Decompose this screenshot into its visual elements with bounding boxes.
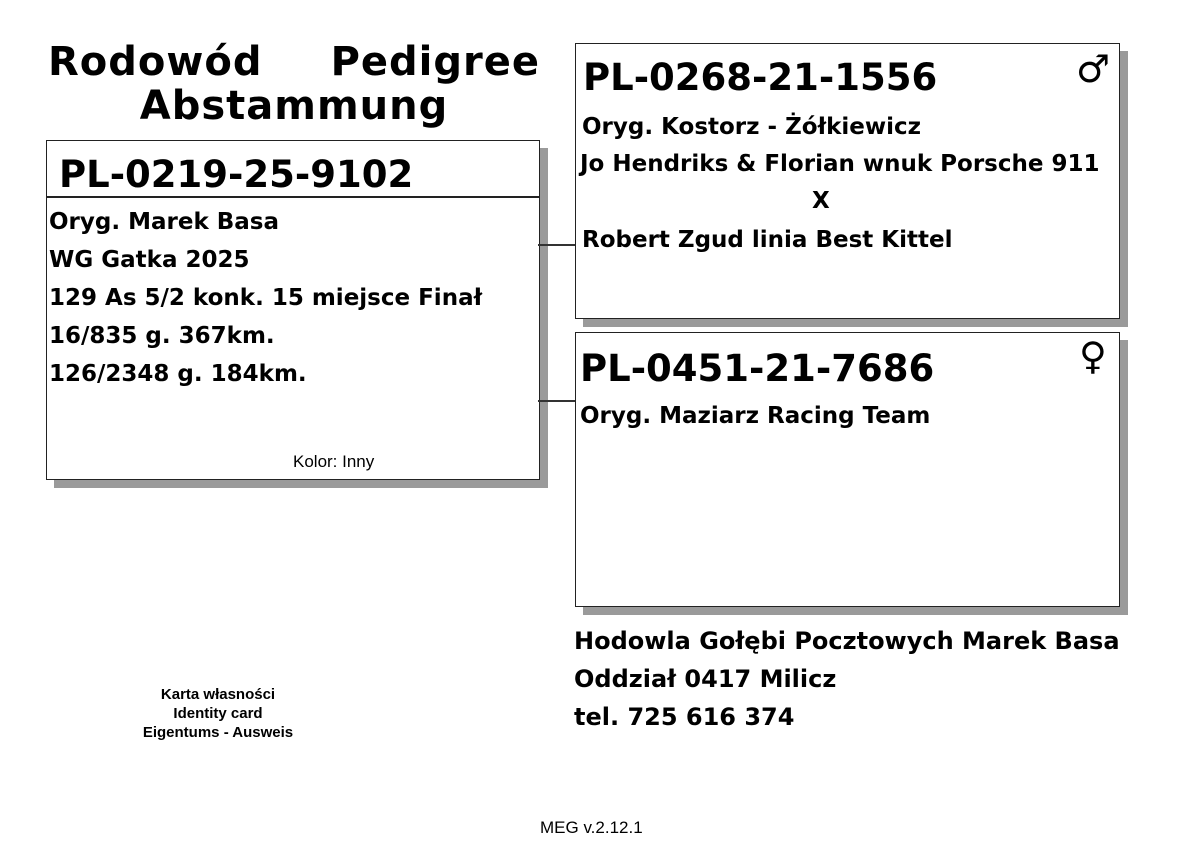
version-label: MEG v.2.12.1 <box>540 818 643 837</box>
sire-line: Robert Zgud linia Best Kittel <box>582 227 953 253</box>
subject-color: Kolor: Inny <box>293 452 375 471</box>
dam-card <box>575 332 1120 607</box>
pedigree-title <box>46 40 542 128</box>
breeder-name: Hodowla Gołębi Pocztowych Marek Basa <box>574 627 1120 655</box>
subject-line: Oryg. Marek Basa <box>49 209 280 235</box>
sire-line: Oryg. Kostorz - Żółkiewicz <box>582 114 922 140</box>
sire-line: Jo Hendriks & Florian wnuk Porsche 911 <box>580 151 1100 177</box>
identity-card-polish: Karta własności <box>160 686 276 703</box>
subject-line: 16/835 g. 367km. <box>49 323 275 349</box>
title-word-german: Abstammung <box>139 83 449 129</box>
subject-card <box>46 140 540 480</box>
subject-line: 126/2348 g. 184km. <box>49 361 307 387</box>
dam-ring-number: PL-0451-21-7686 <box>580 347 935 390</box>
identity-card-english: Identity card <box>173 705 263 722</box>
connector-to-dam <box>538 400 576 402</box>
breeder-phone: tel. 725 616 374 <box>574 703 795 731</box>
sire-ring-number: PL-0268-21-1556 <box>583 56 938 99</box>
title-word-english: Pedigree <box>330 39 540 85</box>
subject-ring-divider <box>47 196 539 198</box>
male-symbol-icon: ♂ <box>1076 47 1111 91</box>
breeder-branch: Oddział 0417 Milicz <box>574 665 837 693</box>
sire-line: X <box>812 188 830 214</box>
identity-card-german: Eigentums - Ausweis <box>142 724 294 741</box>
sire-card <box>575 43 1120 319</box>
identity-card-label <box>98 685 338 742</box>
connector-to-sire <box>538 244 576 246</box>
subject-line: 129 As 5/2 konk. 15 miejsce Finał <box>49 285 483 311</box>
title-word-polish: Rodowód <box>48 39 263 85</box>
dam-line: Oryg. Maziarz Racing Team <box>580 403 931 429</box>
subject-line: WG Gatka 2025 <box>49 247 250 273</box>
female-symbol-icon: ♀ <box>1079 334 1107 378</box>
subject-ring-number: PL-0219-25-9102 <box>59 153 414 196</box>
